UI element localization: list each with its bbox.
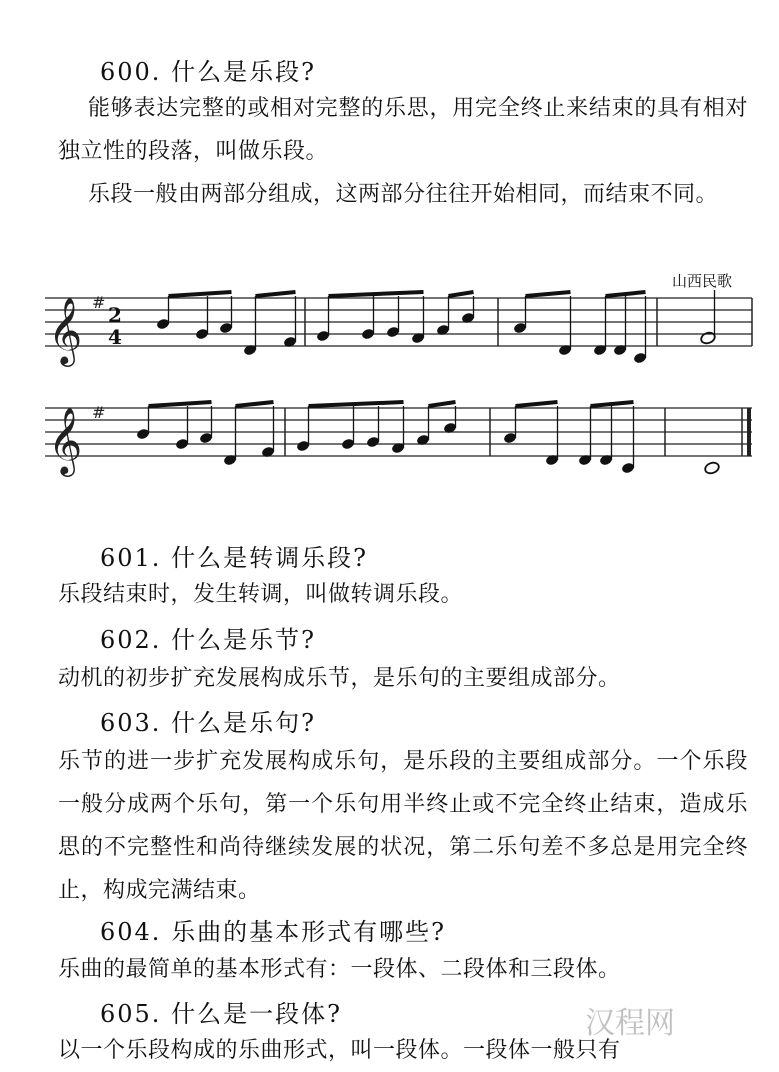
half-note-head [704, 461, 721, 475]
treble-clef-icon: 𝄞 [48, 406, 83, 474]
time-signature-bottom: 4 [108, 325, 122, 349]
note-beam [516, 402, 558, 406]
question-600-heading: 600. 什么是乐段? [100, 58, 316, 86]
answer-604-paragraph: 乐曲的最简单的基本形式有：一段体、二段体和三段体。 [58, 957, 621, 982]
note-beam [526, 292, 571, 296]
score-attribution: 山西民歌 [672, 272, 733, 290]
key-sharp-icon: # [92, 403, 106, 422]
note-beam [169, 292, 232, 296]
note-beam [329, 292, 424, 296]
music-score [0, 0, 779, 500]
answer-605-paragraph: 以一个乐段构成的乐曲形式，叫一段体。一段体一般只有 [58, 1038, 621, 1063]
note-beam [236, 402, 274, 406]
half-note-head [700, 331, 717, 345]
note-beam [256, 292, 296, 296]
question-603-heading: 603. 什么是乐句? [100, 709, 316, 737]
note-beam [429, 402, 456, 406]
watermark-logo: 汉程网 [585, 1006, 675, 1041]
time-signature-top: 2 [108, 303, 122, 327]
question-602-heading: 602. 什么是乐节? [100, 626, 316, 654]
key-sharp-icon: # [92, 293, 106, 312]
note-beam [606, 292, 646, 296]
note-beam [149, 402, 212, 406]
treble-clef-icon: 𝄞 [48, 296, 83, 364]
note-beam [449, 292, 474, 296]
answer-602-paragraph: 动机的初步扩充发展构成乐节，是乐句的主要组成部分。 [58, 666, 621, 691]
answer-600-paragraph-2: 乐段一般由两部分组成，这两部分往往开始相同，而结束不同。 [88, 182, 719, 207]
note-beam [591, 402, 634, 406]
answer-603-paragraph: 乐节的进一步扩充发展构成乐句，是乐段的主要组成部分。一个乐段一般分成两个乐句，第一个乐句用半终止或不完全终止结束，造成乐思的不完整性和尚待继续发展的状况，第二乐句差不多总是用完全终止，构成完满结束。 [58, 749, 748, 903]
answer-600-paragraph-1: 能够表达完整的或相对完整的乐思，用完全终止来结束的具有相对独立性的段落，叫做乐段。 [58, 96, 748, 164]
note-beam [309, 402, 404, 406]
question-604-heading: 604. 乐曲的基本形式有哪些? [100, 918, 446, 946]
answer-601-paragraph: 乐段结束时，发生转调，叫做转调乐段。 [58, 582, 464, 607]
question-601-heading: 601. 什么是转调乐段? [100, 544, 368, 572]
question-605-heading: 605. 什么是一段体? [100, 1000, 342, 1028]
